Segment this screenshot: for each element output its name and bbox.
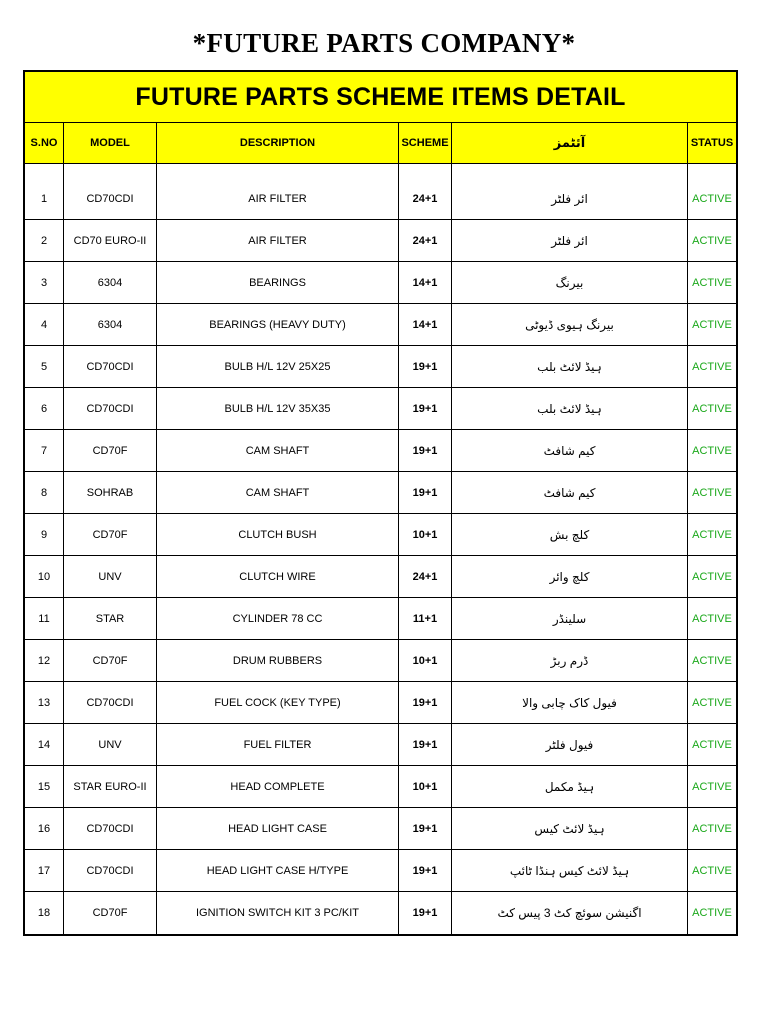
- cell-urdu-item: ہیڈ مکمل: [452, 766, 688, 808]
- cell-model: CD70CDI: [64, 682, 157, 724]
- cell-model: CD70F: [64, 640, 157, 682]
- cell-urdu-item: ڈرم ربڑ: [452, 640, 688, 682]
- cell-model: 6304: [64, 304, 157, 346]
- cell-urdu-item: فیول کاک چابی والا: [452, 682, 688, 724]
- cell-sno: 1: [25, 178, 64, 220]
- cell-status: ACTIVE: [688, 388, 736, 430]
- cell-description: CAM SHAFT: [157, 472, 399, 514]
- cell-sno: 2: [25, 220, 64, 262]
- header-status: STATUS: [690, 137, 734, 149]
- header-model: MODEL: [64, 123, 157, 163]
- cell-model: CD70F: [64, 514, 157, 556]
- table-row: [25, 430, 736, 472]
- table-row: [25, 178, 736, 220]
- cell-scheme: 10+1: [399, 514, 452, 556]
- table-row: [25, 598, 736, 640]
- table-banner-title: FUTURE PARTS SCHEME ITEMS DETAIL: [25, 72, 736, 123]
- cell-urdu-item: سلینڈر: [452, 598, 688, 640]
- cell-sno: 13: [25, 682, 64, 724]
- table-row: [25, 346, 736, 388]
- table-row: [25, 682, 736, 724]
- table-row: [25, 514, 736, 556]
- cell-description: CAM SHAFT: [157, 430, 399, 472]
- cell-status: ACTIVE: [688, 430, 736, 472]
- table-row: [25, 220, 736, 262]
- cell-description: CYLINDER 78 CC: [157, 598, 399, 640]
- cell-scheme: 19+1: [399, 682, 452, 724]
- cell-status: ACTIVE: [688, 472, 736, 514]
- cell-description: IGNITION SWITCH KIT 3 PC/KIT: [157, 892, 399, 934]
- cell-sno: 6: [25, 388, 64, 430]
- cell-urdu-item: ہیڈ لائٹ بلب: [452, 346, 688, 388]
- cell-model: UNV: [64, 724, 157, 766]
- table-header-row: [25, 123, 736, 164]
- cell-model: SOHRAB: [64, 472, 157, 514]
- cell-status: ACTIVE: [688, 556, 736, 598]
- cell-urdu-item: بیرنگ: [452, 262, 688, 304]
- cell-scheme: 24+1: [399, 178, 452, 220]
- cell-urdu-item: ہیڈ لائٹ کیس ہنڈا ٹائپ: [452, 850, 688, 892]
- cell-description: AIR FILTER: [157, 220, 399, 262]
- cell-status: ACTIVE: [688, 514, 736, 556]
- cell-description: HEAD COMPLETE: [157, 766, 399, 808]
- company-title: *FUTURE PARTS COMPANY*: [192, 28, 576, 58]
- table-row: [25, 640, 736, 682]
- cell-urdu-item: ائر فلٹر: [452, 178, 688, 220]
- cell-scheme: 19+1: [399, 346, 452, 388]
- cell-urdu-item: کیم شافٹ: [452, 430, 688, 472]
- cell-description: HEAD LIGHT CASE H/TYPE: [157, 850, 399, 892]
- cell-scheme: 19+1: [399, 724, 452, 766]
- cell-model: UNV: [64, 556, 157, 598]
- cell-urdu-item: کلچ وائر: [452, 556, 688, 598]
- table-row: [25, 388, 736, 430]
- cell-scheme: 10+1: [399, 766, 452, 808]
- table-row: [25, 724, 736, 766]
- cell-status: ACTIVE: [688, 808, 736, 850]
- cell-status: ACTIVE: [688, 640, 736, 682]
- cell-status: ACTIVE: [688, 724, 736, 766]
- cell-scheme: 19+1: [399, 472, 452, 514]
- table-body: [25, 178, 736, 934]
- cell-sno: 3: [25, 262, 64, 304]
- cell-urdu-item: ہیڈ لائٹ بلب: [452, 388, 688, 430]
- cell-status: ACTIVE: [688, 766, 736, 808]
- table-row: [25, 766, 736, 808]
- cell-description: HEAD LIGHT CASE: [157, 808, 399, 850]
- cell-status: ACTIVE: [688, 850, 736, 892]
- cell-status: ACTIVE: [692, 907, 732, 919]
- table-row: [25, 808, 736, 850]
- cell-sno: 8: [25, 472, 64, 514]
- cell-description: BEARINGS (HEAVY DUTY): [157, 304, 399, 346]
- cell-description: CLUTCH WIRE: [157, 556, 399, 598]
- cell-description: AIR FILTER: [157, 178, 399, 220]
- cell-model: CD70CDI: [64, 808, 157, 850]
- cell-scheme: 19+1: [399, 808, 452, 850]
- cell-sno: 10: [25, 556, 64, 598]
- cell-status: ACTIVE: [688, 178, 736, 220]
- cell-description: BULB H/L 12V 35X35: [157, 388, 399, 430]
- cell-model: CD70CDI: [64, 178, 157, 220]
- table-row: [25, 304, 736, 346]
- header-sno: S.NO: [25, 123, 64, 163]
- header-urdu-items: آئٹمز: [452, 123, 688, 163]
- cell-scheme: 10+1: [399, 640, 452, 682]
- cell-scheme: 19+1: [399, 892, 452, 934]
- cell-model: CD70F: [64, 430, 157, 472]
- cell-sno: 4: [25, 304, 64, 346]
- cell-scheme: 14+1: [399, 262, 452, 304]
- cell-description: BULB H/L 12V 25X25: [157, 346, 399, 388]
- cell-sno: 12: [25, 640, 64, 682]
- header-scheme: SCHEME: [399, 123, 452, 163]
- cell-urdu-item: ائر فلٹر: [452, 220, 688, 262]
- cell-model: STAR EURO-II: [64, 766, 157, 808]
- table-row: [25, 556, 736, 598]
- table-row: [25, 892, 736, 934]
- cell-sno: 5: [25, 346, 64, 388]
- cell-model: CD70 EURO-II: [64, 220, 157, 262]
- cell-scheme: 24+1: [399, 220, 452, 262]
- cell-status: ACTIVE: [688, 262, 736, 304]
- cell-sno: 15: [25, 766, 64, 808]
- cell-description: BEARINGS: [157, 262, 399, 304]
- cell-model: STAR: [64, 598, 157, 640]
- cell-scheme: 19+1: [399, 430, 452, 472]
- cell-urdu-item: اگنیشن سوئچ کٹ 3 پیس کٹ: [452, 892, 688, 934]
- cell-urdu-item: کلچ بش: [452, 514, 688, 556]
- cell-model: CD70F: [64, 892, 157, 934]
- cell-urdu-item: کیم شافٹ: [452, 472, 688, 514]
- table-row: [25, 472, 736, 514]
- header-description: DESCRIPTION: [157, 123, 399, 163]
- cell-description: FUEL FILTER: [157, 724, 399, 766]
- cell-sno: 7: [25, 430, 64, 472]
- cell-scheme: 19+1: [399, 850, 452, 892]
- cell-scheme: 11+1: [399, 598, 452, 640]
- cell-sno: 18: [25, 892, 64, 934]
- cell-status: ACTIVE: [688, 682, 736, 724]
- cell-status: ACTIVE: [688, 304, 736, 346]
- cell-sno: 14: [25, 724, 64, 766]
- cell-scheme: 24+1: [399, 556, 452, 598]
- cell-description: FUEL COCK (KEY TYPE): [157, 682, 399, 724]
- table-row: [25, 850, 736, 892]
- cell-model: 6304: [64, 262, 157, 304]
- cell-status: ACTIVE: [688, 346, 736, 388]
- cell-urdu-item: بیرنگ ہیوی ڈیوٹی: [452, 304, 688, 346]
- cell-scheme: 14+1: [399, 304, 452, 346]
- cell-sno: 17: [25, 850, 64, 892]
- cell-description: CLUTCH BUSH: [157, 514, 399, 556]
- cell-status: ACTIVE: [688, 220, 736, 262]
- cell-sno: 16: [25, 808, 64, 850]
- cell-urdu-item: فیول فلٹر: [452, 724, 688, 766]
- cell-model: CD70CDI: [64, 850, 157, 892]
- table-spacer-row: [25, 164, 736, 178]
- table-row: [25, 262, 736, 304]
- cell-sno: 9: [25, 514, 64, 556]
- cell-status: ACTIVE: [688, 598, 736, 640]
- cell-scheme: 19+1: [399, 388, 452, 430]
- scheme-table: [23, 70, 738, 936]
- cell-model: CD70CDI: [64, 388, 157, 430]
- cell-urdu-item: ہیڈ لائٹ کیس: [452, 808, 688, 850]
- cell-model: CD70CDI: [64, 346, 157, 388]
- cell-description: DRUM RUBBERS: [157, 640, 399, 682]
- cell-sno: 11: [25, 598, 64, 640]
